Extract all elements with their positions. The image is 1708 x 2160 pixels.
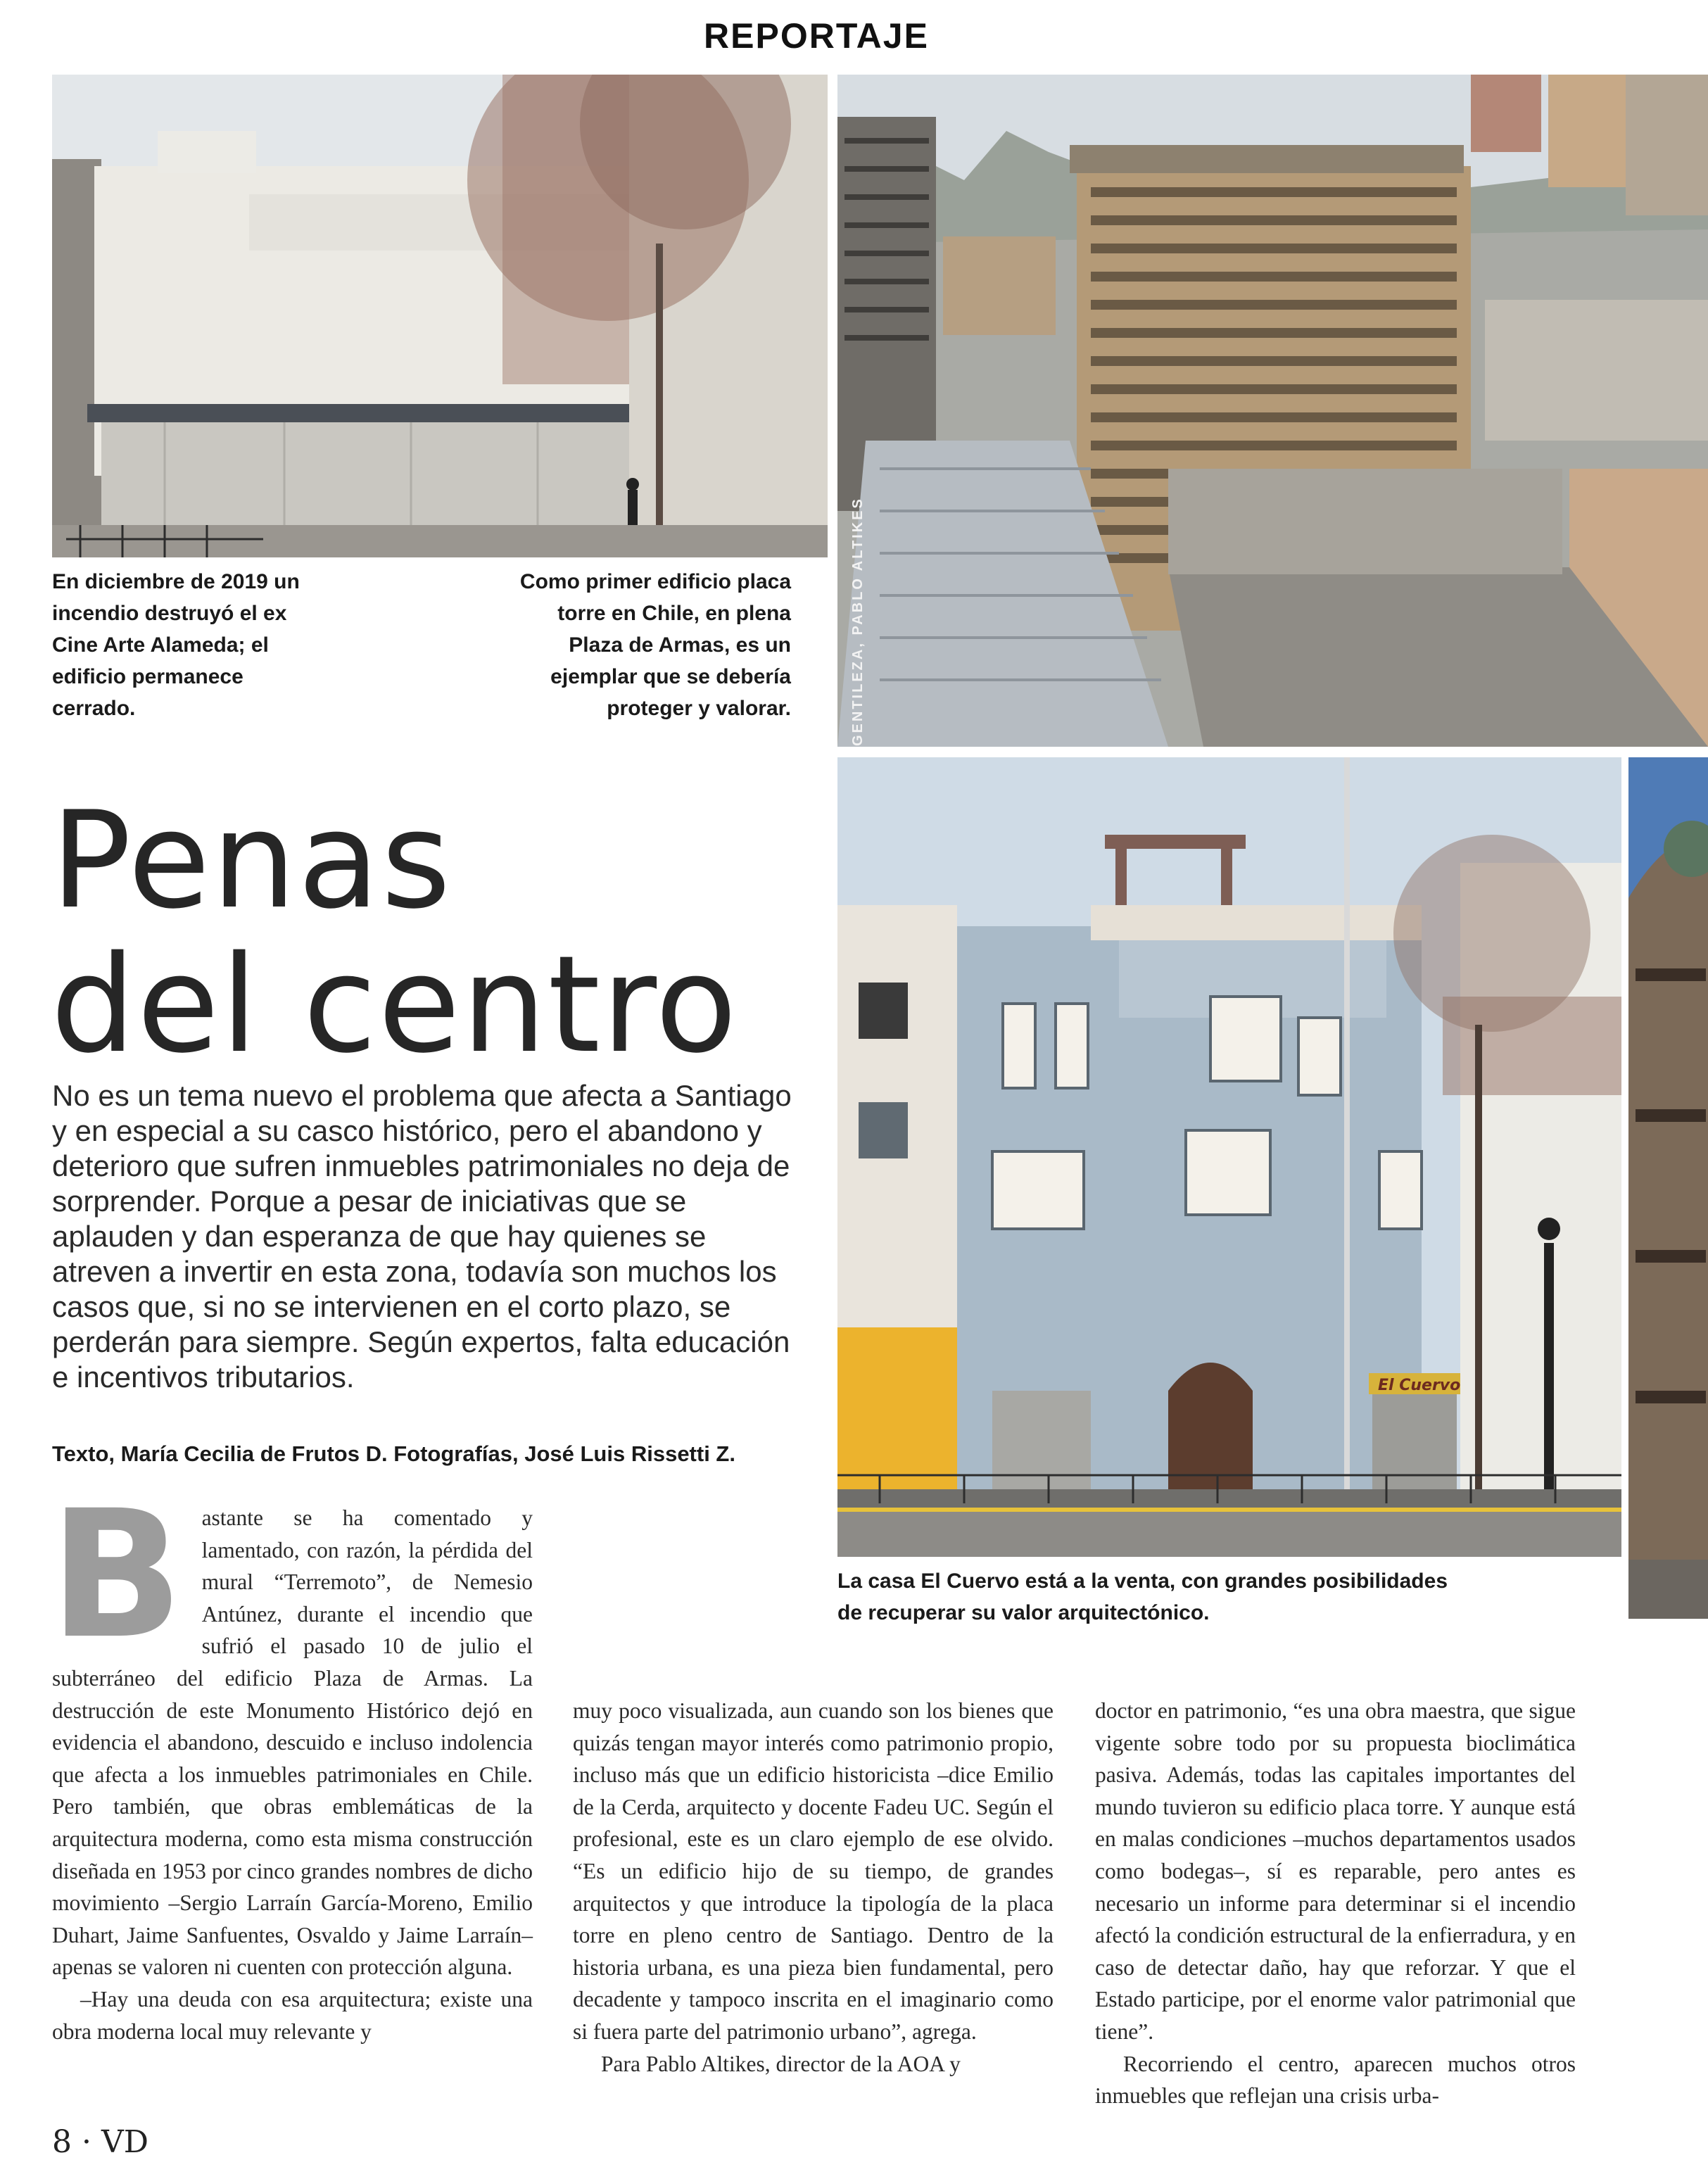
body-col2-p2: Para Pablo Altikes, director de la AOA y [601, 2051, 961, 2076]
byline: Texto, María Cecilia de Frutos D. Fotografías, José Luis Rissetti Z. [52, 1441, 735, 1466]
body-paragraph [49, 1472, 533, 1983]
body-col1-p2: –Hay una deuda con esa arquitectura; existe una obra moderna local muy relevante y [52, 1986, 533, 2044]
photo-edificio-lateral [1628, 757, 1708, 1619]
headline-line-1: Penas [51, 783, 453, 938]
headline-line-2: del centro [51, 927, 739, 1082]
lede-paragraph: No es un tema nuevo el problema que afecta a Santiago y en especial a su casco histórico, pero el abandono y deterioro que sufren inmuebles patrimoniales no deja de sorprender. Porque a pesar de iniciativas que se aplauden y dan esperanza de que hay quienes se atreven a invertir en esta zona, todavía son muchos los casos que, si no se intervienen en el corto plazo, se perderán para siempre. Según expertos, falta educación e incentivos tributarios. [52, 1079, 792, 1394]
photo-cine-arte-alameda [52, 75, 828, 557]
photo-casa-el-cuervo [837, 757, 1621, 1557]
headline [51, 783, 825, 1082]
el-cuervo-sign-text: El Cuervo [1378, 1377, 1461, 1394]
drop-cap: B [49, 1472, 184, 1677]
body-column-3 [1095, 1695, 1576, 2112]
body-col3-p2: Recorriendo el centro, aparecen muchos otros inmuebles que reflejan una crisis urba- [1095, 2051, 1576, 2109]
body-col1-p1: astante se ha comentado y lamentado, con razón, la pérdida del mural “Terremoto”, de Nemesio Antúnez, durante el incendio que sufrió el pasado 10 de julio el subterráneo del edificio Plaza de Armas. La destrucción de este Monumento Histórico dejó en evidencia el abandono, descuido e incluso indolencia que afecta a los inmuebles patrimoniales en Chile. Pero también, que obras emblemáticas de la arquitectura moderna, como esta misma construcción diseñada en 1953 por cinco grandes nombres de dicho movimiento –Sergio Larraín García-Moreno, Emilio Duhart, Jaime Sanfuentes, Osvaldo y Jaime Larraín– apenas se valoren ni cuenten con protección alguna. [52, 1505, 533, 1980]
photo-edificio-plaza-de-armas [837, 75, 1708, 747]
body-col3-p1: doctor en patrimonio, “es una obra maestra, que sigue vigente sobre todo por su propuesta bioclimática pasiva. Además, todas las capitales importantes del mundo tuvieron su edificio placa torre. Y aunque está en malas condiciones –muchos departamentos usados como bodegas–, sí es reparable, pero antes es necesario un informe para determinar si el incendio afectó la condición estructural de la enfierradura, y en caso de detectar daño, hay que reforzar. Y que el Estado participe, por el enorme valor patrimonial que tiene”. [1095, 1698, 1576, 2044]
body-column-1 [49, 1472, 533, 2047]
caption-plaza-de-armas: Como primer edificio placa torre en Chile, en plena Plaza de Armas, es un ejemplar que se debería proteger y valorar. [519, 570, 791, 720]
caption-cine-arte: En diciembre de 2019 un incendio destruyó el ex Cine Arte Alameda; el edificio permanece cerrado. [52, 570, 300, 720]
body-column-2 [573, 1695, 1054, 2080]
body-col2-p1: muy poco visualizada, aun cuando son los bienes que quizás tengan mayor interés como patrimonio propio, incluso más que un edificio historicista –dice Emilio de la Cerda, arquitecto y docente Fadeu UC. Según el profesional, este es un claro ejemplo de ese olvido. “Es un edificio hijo de su tiempo, de grandes arquitectos y que introduce la tipología de la placa torre en pleno centro de Santiago. Dentro de la historia urbana, es una pieza bien fundamental, pero decadente y tampoco inscrita en el imaginario como si fuera parte del patrimonio urbano”, agrega. [573, 1698, 1054, 2044]
section-label: REPORTAJE [704, 16, 929, 56]
page-folio: 8 · VD [52, 2124, 149, 2160]
caption-casa-el-cuervo: La casa El Cuervo está a la venta, con grandes posibilidades de recuperar su valor arquitectónico. [837, 1570, 1448, 1624]
photo-credit: GENTILEZA, PABLO ALTIKES [850, 497, 866, 746]
